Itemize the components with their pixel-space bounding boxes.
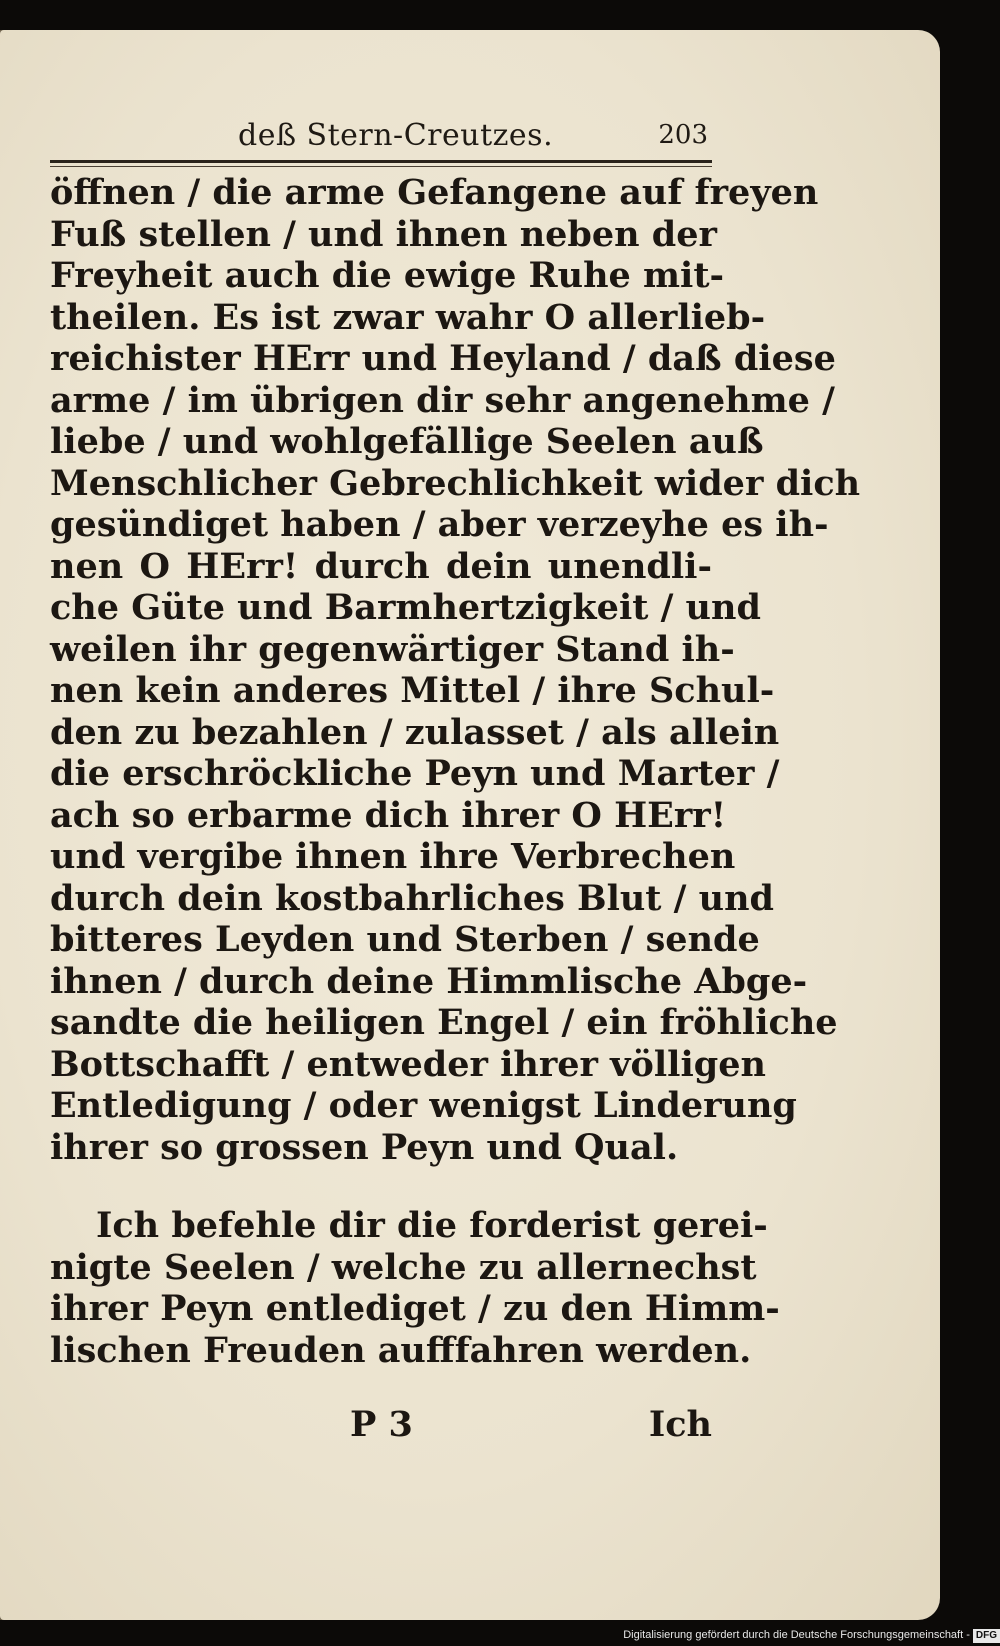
text-line: Freyheit auch die ewige Ruhe mit- <box>50 255 725 296</box>
text-line: gesündiget haben / aber verzeyhe es ih- <box>50 504 829 545</box>
text-line: öffnen / die arme Gefangene auf freyen <box>50 172 819 213</box>
text-line: theilen. Es ist zwar wahr O allerlieb- <box>50 296 766 338</box>
page-header <box>238 118 708 158</box>
text-line: Fuß stellen / und ihnen neben der <box>50 213 717 255</box>
attribution-bar <box>600 1627 1000 1643</box>
attribution-text: Digitalisierung gefördert durch die Deutsche Forschungsgemeinschaft - <box>623 1629 970 1641</box>
text-line: sandte die heiligen Engel / ein fröhliche <box>50 1002 838 1043</box>
text-line: Ich befehle dir die forderist gerei- <box>96 1205 768 1246</box>
text-line: lischen Freuden aufffahren werden. <box>50 1329 752 1371</box>
text-line: bitteres Leyden und Sterben / sende <box>50 919 760 960</box>
text-line: ach so erbarme dich ihrer O HErr! <box>50 794 727 836</box>
catchword: Ich <box>648 1404 712 1445</box>
text-line: che Güte und Barmhertzigkeit / und <box>50 587 761 628</box>
signature-mark: P 3 <box>350 1404 413 1445</box>
text-line: reichister HErr und Heyland / daß diese <box>50 338 836 379</box>
text-line: Bottschafft / entweder ihrer völligen <box>50 1043 766 1085</box>
paragraph-gap <box>50 1168 712 1205</box>
text-line: durch dein kostbahrliches Blut / und <box>50 877 774 919</box>
text-line: nen O HErr! durch dein unendli- <box>50 545 712 587</box>
dfg-logo: DFG <box>973 1629 1000 1643</box>
text-line: ihrer Peyn entlediget / zu den Himm- <box>50 1288 780 1329</box>
text-line: liebe / und wohlgefällige Seelen auß <box>50 421 764 462</box>
paragraph-2 <box>50 1205 780 1371</box>
text-line: die erschröckliche Peyn und Marter / <box>50 753 780 794</box>
text-line: und vergibe ihnen ihre Verbrechen <box>50 836 736 877</box>
text-line: ihnen / durch deine Himmlische Abge- <box>50 960 808 1002</box>
body-text <box>50 172 861 1371</box>
header-rule <box>50 160 712 163</box>
running-title: deß Stern-Creutzes. <box>238 118 554 153</box>
text-line: ihrer so grossen Peyn und Qual. <box>50 1126 679 1168</box>
text-line: weilen ihr gegenwärtiger Stand ih- <box>50 628 735 670</box>
text-line: den zu bezahlen / zulasset / als allein <box>50 711 780 753</box>
page-footer <box>50 1404 712 1450</box>
text-line: arme / im übrigen dir sehr angenehme / <box>50 379 835 421</box>
text-line: Entledigung / oder wenigst Linderung <box>50 1085 797 1126</box>
header-rule-thin <box>50 166 712 167</box>
text-line: nen kein anderes Mittel / ihre Schul- <box>50 670 775 711</box>
text-line: nigte Seelen / welche zu allernechst <box>50 1246 757 1288</box>
page-number: 203 <box>658 120 708 150</box>
text-line: Menschlicher Gebrechlichkeit wider dich <box>50 462 861 504</box>
paragraph-1 <box>50 172 861 1168</box>
